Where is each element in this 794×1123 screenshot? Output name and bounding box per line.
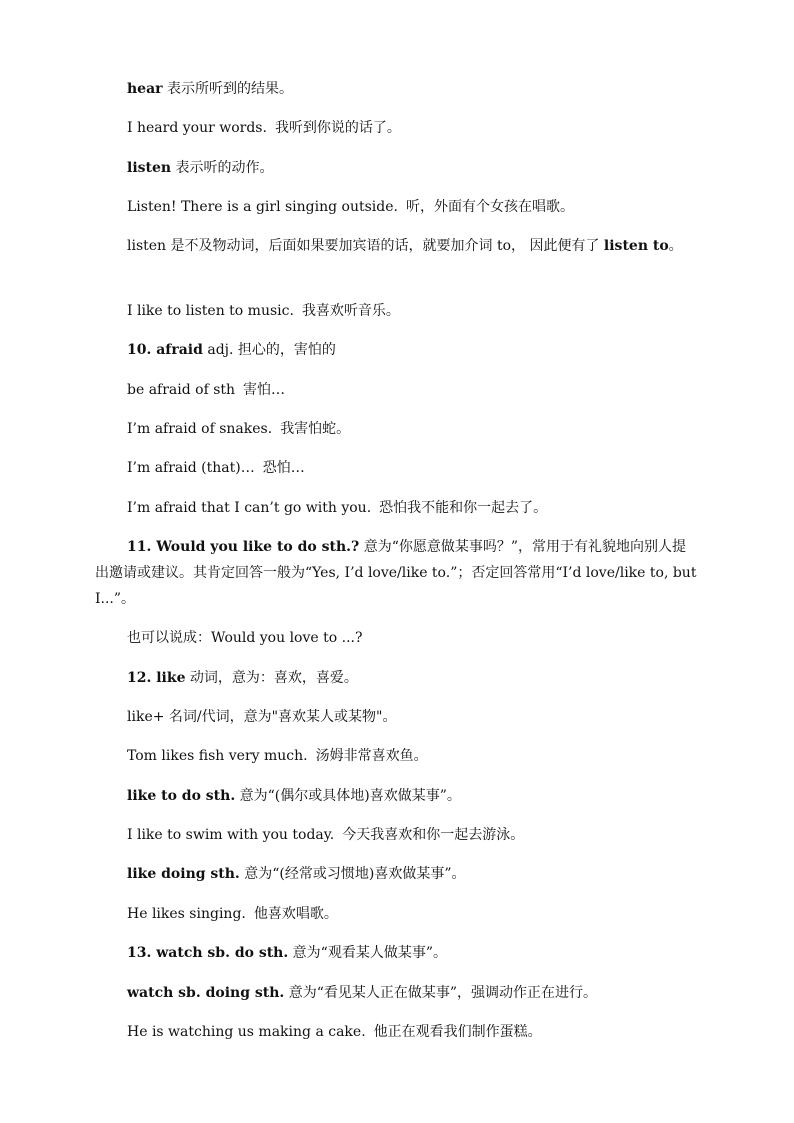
term: 10. afraid	[127, 342, 203, 358]
example-en: I’m afraid that I can’t go with you.	[127, 500, 372, 516]
note-like-to-do	[127, 783, 699, 809]
example-en: Tom likes fish very much.	[127, 748, 308, 764]
explanation: 意为“(经常或习惯地)喜欢做某事”。	[239, 866, 466, 882]
example-zh: 我喜欢听音乐。	[301, 303, 400, 319]
heading-would-you-like	[95, 534, 699, 612]
example-like-doing	[127, 901, 699, 927]
phrase-afraid-of	[127, 377, 699, 403]
example-zh: 恐怕我不能和你一起去了。	[379, 500, 548, 516]
term: 12. like	[127, 670, 186, 686]
term: like to do sth.	[127, 788, 236, 804]
explanation: listen 是不及物动词，后面如果要加宾语的话，就要加介词 to， 因此便有了	[127, 238, 604, 254]
note-like-noun	[127, 704, 699, 730]
phrase-en: I’m afraid (that)…	[127, 460, 255, 476]
example-en: I’m afraid of snakes.	[127, 421, 273, 437]
example-zh: 我听到你说的话了。	[274, 120, 401, 136]
example-zh: 我害怕蛇。	[280, 421, 351, 437]
example-en: I heard your words.	[127, 120, 267, 136]
example-zh: 他正在观看我们制作蛋糕。	[373, 1024, 542, 1040]
term: 11. Would you like to do sth.?	[127, 539, 360, 555]
example-en: He likes singing.	[127, 906, 246, 922]
example-like-to-do	[127, 822, 699, 848]
example-zh: 听，外面有个女孩在唱歌。	[405, 199, 574, 215]
explanation: 意为“观看某人做某事”。	[288, 945, 447, 961]
example-listen	[127, 194, 699, 220]
note-hear	[127, 76, 699, 102]
example-afraid-of	[127, 416, 699, 442]
term: listen to	[603, 238, 669, 254]
phrase-zh: 恐怕…	[262, 460, 305, 476]
term: hear	[127, 81, 163, 97]
explanation: adj. 担心的，害怕的	[202, 342, 336, 358]
note-watch-doing	[127, 980, 699, 1006]
example-en: Listen! There is a girl singing outside.	[127, 199, 398, 215]
explanation: 表示所听到的结果。	[162, 81, 293, 97]
explanation: like+ 名词/代词，意为"喜欢某人或某物"。	[127, 709, 397, 725]
phrase-en: be afraid of sth	[127, 382, 236, 398]
term: 13. watch sb. do sth.	[127, 945, 289, 961]
explanation: 意为“(偶尔或具体地)喜欢做某事”。	[235, 788, 461, 804]
explanation: 意为“看见某人正在做某事”，强调动作正在进行。	[284, 985, 598, 1001]
note-listen-to	[95, 233, 699, 259]
example-en: I like to swim with you today.	[127, 827, 335, 843]
term: like doing sth.	[127, 866, 240, 882]
example-en: He is watching us making a cake.	[127, 1024, 366, 1040]
heading-afraid	[127, 337, 699, 363]
example-zh: 汤姆非常喜欢鱼。	[315, 748, 428, 764]
note-listen	[127, 155, 699, 181]
term: watch sb. doing sth.	[127, 985, 285, 1001]
example-listen-to	[127, 298, 699, 324]
example-hear	[127, 115, 699, 141]
example-afraid-that	[127, 495, 699, 521]
phrase-en: Would you love to ...?	[211, 630, 363, 646]
explanation: 也可以说成：	[127, 630, 211, 646]
phrase-zh: 害怕…	[243, 382, 286, 398]
example-en: I like to listen to music.	[127, 303, 294, 319]
example-zh: 今天我喜欢和你一起去游泳。	[342, 827, 525, 843]
note-like-doing	[127, 861, 699, 887]
term: listen	[127, 160, 172, 176]
explanation: 意为“你愿意做某事吗？”，常用于有礼貌地向别人提出邀请或建议。其肯定回答一般为“Yes, I’d love/like to.”；否定回答常用“I’d love/like to, but I...”。	[95, 539, 697, 607]
example-zh: 他喜欢唱歌。	[253, 906, 338, 922]
heading-watch-do	[127, 940, 699, 966]
punctuation: 。	[668, 238, 683, 254]
note-would-you-love	[127, 625, 699, 651]
explanation: 动词，意为：喜欢，喜爱。	[185, 670, 358, 686]
example-watch-doing	[127, 1019, 699, 1045]
explanation: 表示听的动作。	[171, 160, 274, 176]
example-like-noun	[127, 743, 699, 769]
phrase-afraid-that	[127, 455, 699, 481]
heading-like	[127, 665, 699, 691]
